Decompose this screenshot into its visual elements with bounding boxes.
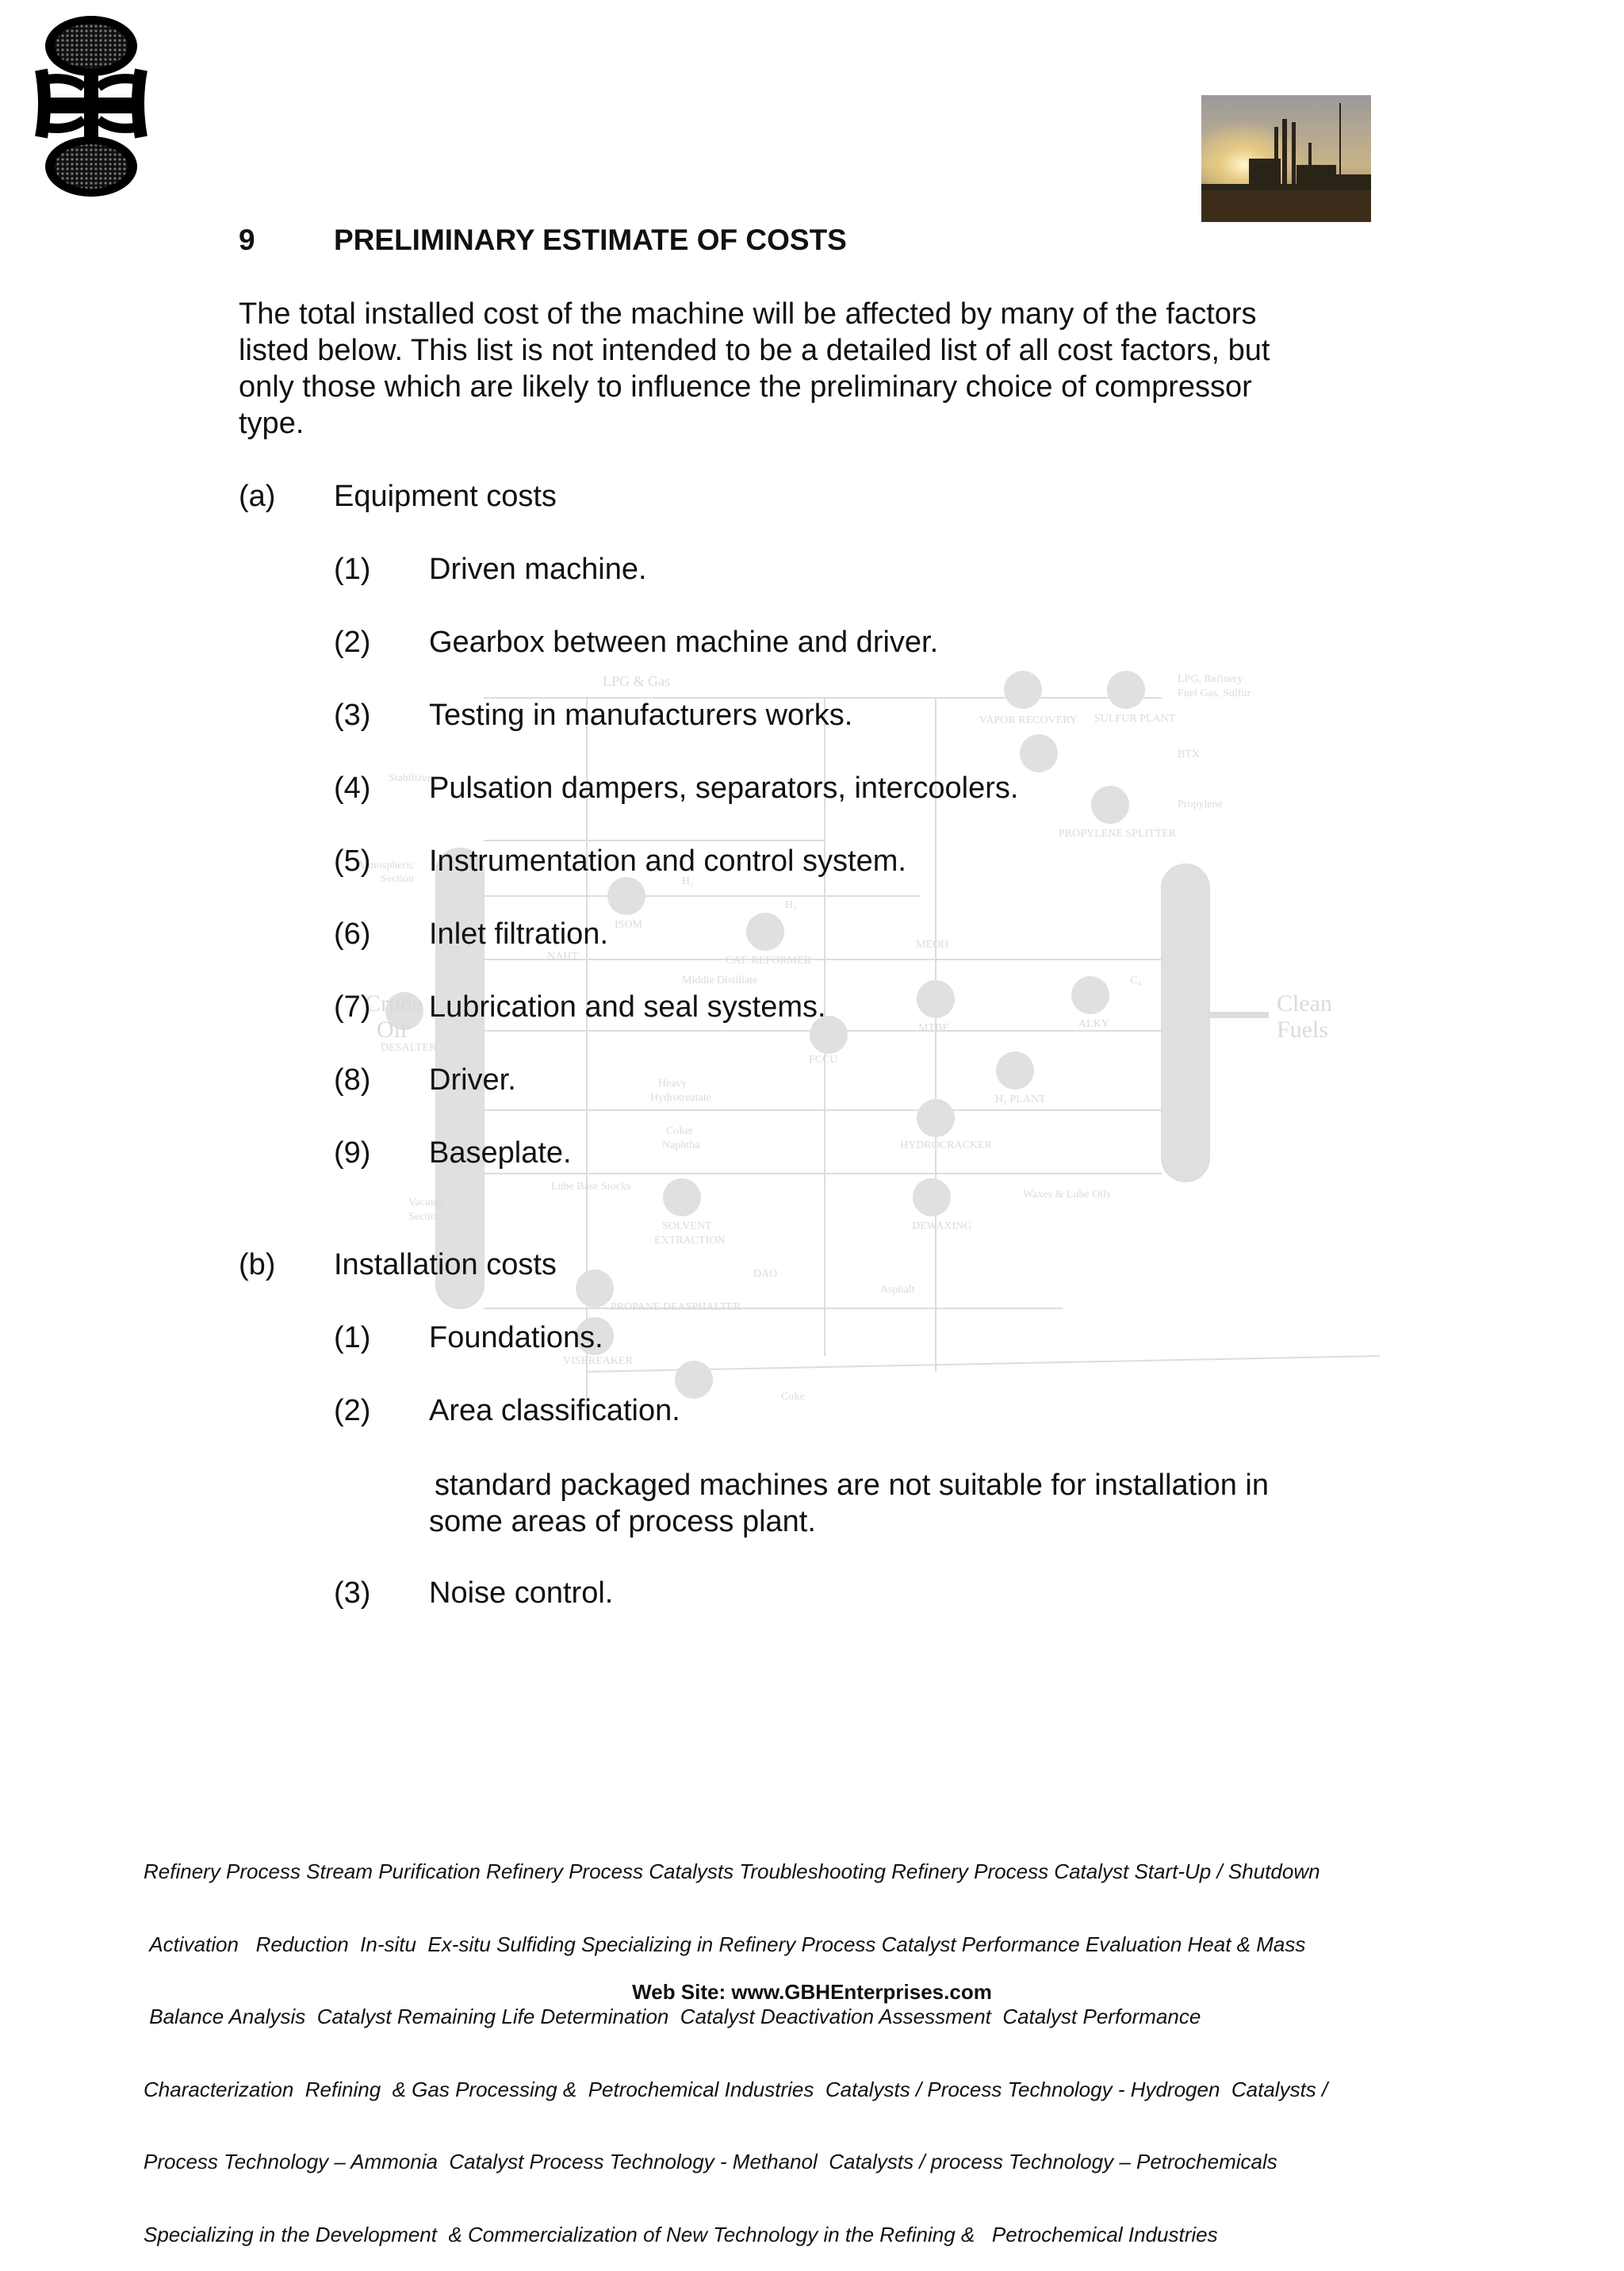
group-marker-a: (a) — [239, 480, 276, 513]
list-item-text: Driven machine. — [429, 553, 647, 586]
watermark-label: EXTRACTION — [654, 1235, 726, 1247]
watermark-label: LPG & Gas — [603, 673, 670, 689]
company-logo — [32, 14, 151, 198]
watermark-label: MTBE — [918, 1022, 949, 1034]
section-title: PRELIMINARY ESTIMATE OF COSTS — [334, 224, 847, 256]
watermark-label: Coker — [666, 1125, 694, 1137]
footer-line: Process Technology – Ammonia Catalyst Process Technology - Methanol Catalysts / process Technology – Petrochemicals — [144, 2150, 1277, 2173]
list-item-text: Foundations. — [429, 1321, 603, 1354]
list-item-marker: (2) — [334, 1394, 371, 1427]
watermark-label: SOLVENT — [662, 1220, 712, 1232]
watermark-label: Fuels — [1277, 1017, 1329, 1043]
note-line: standard packaged machines are not suitable for installation in — [435, 1469, 1269, 1502]
watermark-label: MEOH — [916, 939, 949, 951]
footer-line: Balance Analysis Catalyst Remaining Life Determination Catalyst Deactivation Assessment Catalyst Performance — [144, 2005, 1201, 2028]
watermark-label: SULFUR PLANT — [1094, 713, 1176, 725]
watermark-label: Clean — [1277, 990, 1332, 1017]
watermark-label: VISBREAKER — [563, 1355, 633, 1367]
note-line: some areas of process plant. — [429, 1505, 816, 1538]
group-marker-b: (b) — [239, 1248, 276, 1281]
list-item-marker: (4) — [334, 772, 371, 805]
footer-line: Characterization Refining & Gas Processing & Petrochemical Industries Catalysts / Process Technology - Hydrogen Catalysts / — [144, 2077, 1328, 2101]
watermark-label: ISOM — [615, 919, 643, 931]
watermark-label: Section — [408, 1211, 442, 1223]
watermark-label: Atmospheric — [357, 860, 415, 871]
refinery-photo — [1201, 95, 1371, 222]
watermark-label: Middle Distillate — [682, 975, 758, 986]
watermark-label: H₂ — [682, 875, 694, 887]
intro-line: type. — [239, 407, 304, 440]
list-item-marker: (6) — [334, 917, 371, 951]
intro-line: listed below. This list is not intended to be a detailed list of all cost factors, but — [239, 334, 1270, 367]
watermark-label: DESALTER — [381, 1042, 437, 1054]
watermark-label: PROPANE DEASPHALTER — [611, 1301, 741, 1313]
watermark-label: C₄ — [1130, 975, 1142, 986]
list-item-text: Noise control. — [429, 1576, 614, 1610]
watermark-label: Asphalt — [880, 1284, 915, 1296]
list-item-text: Area classification. — [429, 1394, 680, 1427]
list-item-text: Testing in manufacturers works. — [429, 699, 853, 732]
watermark-label: CAT. REFORMER — [726, 955, 811, 967]
watermark-label: VAPOR RECOVERY — [979, 714, 1078, 726]
list-item-marker: (7) — [334, 990, 371, 1024]
list-item-text: Instrumentation and control system. — [429, 844, 906, 878]
watermark-label: ALKY — [1078, 1018, 1109, 1030]
list-item-marker: (3) — [334, 1576, 371, 1610]
list-item-marker: (1) — [334, 1321, 371, 1354]
watermark-label: Naphtha — [662, 1139, 700, 1151]
website-link[interactable]: Web Site: www.GBHEnterprises.com — [632, 1980, 992, 2004]
watermark-label: Oil — [377, 1017, 408, 1043]
watermark-label: NAHT — [547, 951, 578, 963]
watermark-label: Lube Base Stocks — [551, 1181, 631, 1193]
watermark-label: Fuel Gas, Sulfur — [1178, 687, 1251, 699]
watermark-label: DAO — [753, 1268, 778, 1280]
watermark-label: DEWAXING — [912, 1220, 972, 1232]
section-number: 9 — [239, 224, 255, 256]
list-item-marker: (1) — [334, 553, 371, 586]
list-item-marker: (5) — [334, 844, 371, 878]
intro-line: The total installed cost of the machine will be affected by many of the factors — [239, 297, 1257, 331]
watermark-label: PROPYLENE SPLITTER — [1059, 828, 1177, 840]
watermark-label: Section — [381, 873, 414, 885]
watermark-label: Waxes & Lube Oils — [1023, 1189, 1111, 1201]
watermark-label: Crude — [365, 990, 423, 1017]
watermark-label: Heavy — [658, 1078, 688, 1090]
list-item-marker: (8) — [334, 1063, 371, 1097]
list-item-text: Gearbox between machine and driver. — [429, 626, 939, 659]
watermark-label: H₂ PLANT — [995, 1093, 1046, 1105]
list-item-text: Lubrication and seal systems. — [429, 990, 826, 1024]
intro-paragraph — [239, 296, 1373, 442]
intro-line: only those which are likely to influence the preliminary choice of compressor — [239, 370, 1252, 404]
footer-line: Specializing in the Development & Commercialization of New Technology in the Refining & Petrochemical Industries — [144, 2222, 1218, 2246]
list-item-marker: (9) — [334, 1136, 371, 1170]
list-item-text: Pulsation dampers, separators, intercoolers. — [429, 772, 1019, 805]
watermark-label: BTX — [1178, 749, 1200, 760]
watermark-label: FCCU — [809, 1054, 838, 1066]
footer-line: Activation Reduction In-situ Ex-situ Sulfiding Specializing in Refinery Process Catalyst Performance Evaluation Heat & Mass — [144, 1932, 1306, 1956]
list-item-text: Inlet filtration. — [429, 917, 608, 951]
group-label-installation-costs: Installation costs — [334, 1248, 557, 1281]
group-label-equipment-costs: Equipment costs — [334, 480, 557, 513]
watermark-label: HYDROCRACKER — [900, 1139, 992, 1151]
watermark-label: LPG, Refinery — [1178, 673, 1243, 685]
watermark-label: H₂ — [785, 899, 797, 911]
watermark-label: Vacuum — [408, 1197, 445, 1208]
watermark-label: Coke — [781, 1391, 805, 1403]
list-item-marker: (3) — [334, 699, 371, 732]
watermark-label: Hydrotreatate — [650, 1092, 711, 1104]
area-classification-note — [429, 1467, 1378, 1540]
footer-line: Refinery Process Stream Purification Refinery Process Catalysts Troubleshooting Refinery Process Catalyst Start-Up / Shutdown — [144, 1859, 1320, 1883]
list-item-text: Baseplate. — [429, 1136, 572, 1170]
list-item-text: Driver. — [429, 1063, 516, 1097]
list-item-marker: (2) — [334, 626, 371, 659]
footer-services-text — [144, 1811, 1381, 2271]
watermark-label: Propylene — [1178, 798, 1223, 810]
watermark-label: Stabilizer — [389, 772, 431, 784]
